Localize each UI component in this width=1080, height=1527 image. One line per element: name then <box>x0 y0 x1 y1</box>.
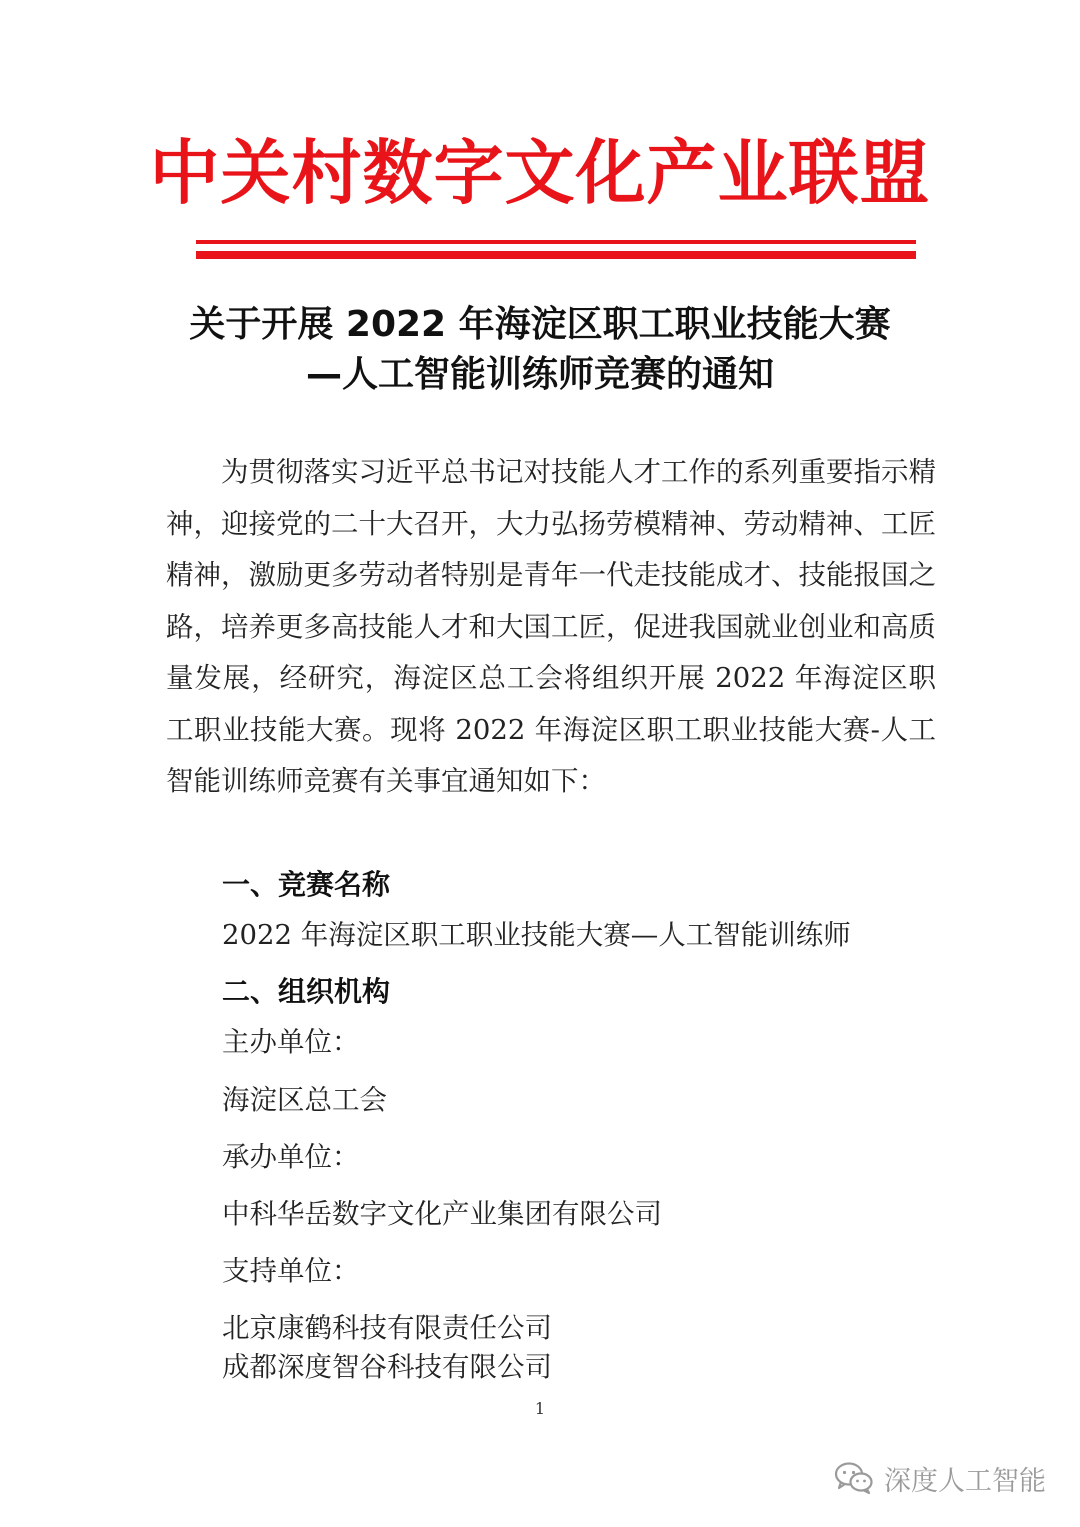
letterhead-rule-thin <box>196 240 916 244</box>
supporter-item: 北京康鹤科技有限责任公司 <box>222 1312 552 1344</box>
page-number: 1 <box>534 1399 546 1418</box>
organizer-label: 承办单位： <box>222 1141 360 1173</box>
wechat-icon <box>834 1461 874 1495</box>
supporter-item: 成都深度智谷科技有限公司 <box>222 1351 552 1383</box>
section1-heading: 一、竞赛名称 <box>222 868 391 901</box>
host-label: 主办单位： <box>222 1026 360 1058</box>
watermark <box>834 1456 1046 1500</box>
notice-intro-paragraph: 为贯彻落实习近平总书记对技能人才工作的系列重要指示精神，迎接党的二十大召开，大力弘扬劳模精神、劳动精神、工匠精神，激励更多劳动者特别是青年一代走技能成才、技能报国之路，培养更多高技能人才和大国工匠，促进我国就业创业和高质量发展，经研究，海淀区总工会将组织开展 2022 年海淀区职工职业技能大赛。现将 2022 年海淀区职工职业技能大赛-人工智能训练师竞赛有关事宜通知如下： <box>166 456 936 797</box>
letterhead-rule-thick <box>196 251 916 259</box>
notice-title-line2: —人工智能训练师竞赛的通知 <box>305 354 774 395</box>
section1-content: 2022 年海淀区职工职业技能大赛—人工智能训练师 <box>222 919 851 951</box>
letterhead-org-name: 中关村数字文化产业联盟 <box>149 132 931 214</box>
notice-title-line1: 关于开展 2022 年海淀区职工职业技能大赛 <box>189 304 891 345</box>
host-value: 海淀区总工会 <box>222 1084 387 1116</box>
support-label: 支持单位： <box>222 1255 360 1287</box>
section2-heading: 二、组织机构 <box>222 975 391 1008</box>
organizer-value: 中科华岳数字文化产业集团有限公司 <box>222 1198 662 1230</box>
watermark-text: 深度人工智能 <box>884 1465 1046 1497</box>
